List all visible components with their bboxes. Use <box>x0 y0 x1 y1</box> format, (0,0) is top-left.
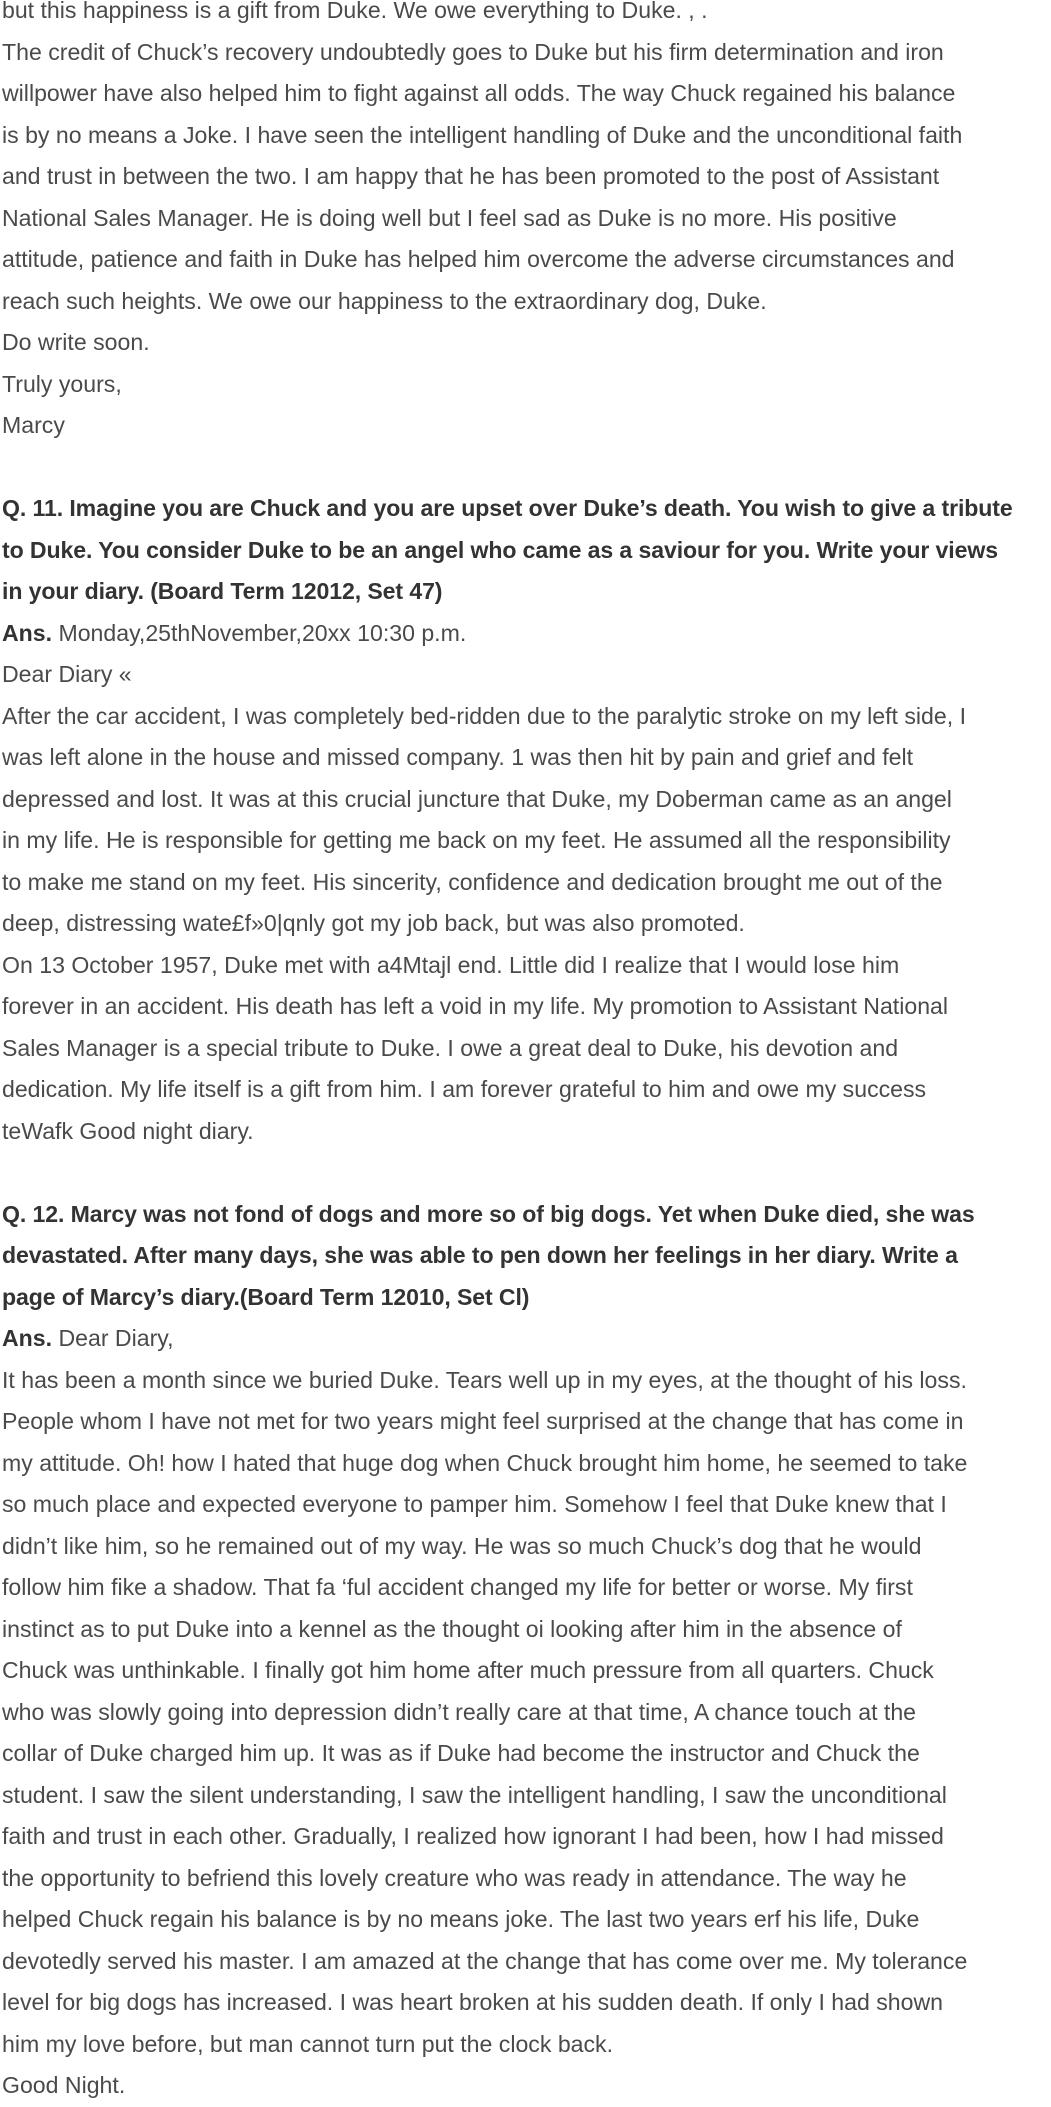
answer-line: didn’t like him, so he remained out of my way. He was so much Chuck’s dog that he would <box>2 1532 922 1559</box>
answer-line: People whom I have not met for two years might feel surprised at the change that has come in <box>2 1408 964 1434</box>
answer-12 <box>2 1318 1048 2107</box>
paragraph-gap <box>2 1152 1048 1194</box>
answer-line: instinct as to put Duke into a kennel as the thought oi looking after him in the absence of <box>2 1615 902 1642</box>
answer-line: the opportunity to befriend this lovely creature who was ready in attendance. The way he <box>2 1864 907 1891</box>
letter-line: attitude, patience and faith in Duke has helped him overcome the adverse circumstances and <box>2 246 955 272</box>
document-body <box>2 0 1048 2107</box>
answer-heading <box>2 613 1048 655</box>
answer-line: was left alone in the house and missed company. 1 was then hit by pain and grief and felt <box>2 744 914 770</box>
question-line: Q. 12. Marcy was not fond of dogs and more so of big dogs. Yet when Duke died, she was <box>2 1200 975 1227</box>
paragraph-gap <box>2 447 1048 489</box>
letter-line: National Sales Manager. He is doing well but I feel sad as Duke is no more. His positive <box>2 204 897 231</box>
letter-line: reach such heights. We owe our happiness to the extraordinary dog, Duke. <box>2 287 767 314</box>
letter-line: but this happiness is a gift from Duke. We owe everything to Duke. , . <box>2 0 708 23</box>
answer-line: so much place and expected everyone to pamper him. Somehow I feel that Duke knew that I <box>2 1491 947 1517</box>
question-11 <box>2 488 1048 613</box>
answer-line: On 13 October 1957, Duke met with a4Mtajl end. Little did I realize that I would lose him <box>2 951 900 978</box>
answer-line: to make me stand on my feet. His sincerity, confidence and dedication brought me out of the <box>2 868 943 895</box>
answer-line: teWafk Good night diary. <box>2 1117 254 1144</box>
answer-line: depressed and lost. It was at this crucial juncture that Duke, my Doberman came as an angel <box>2 785 952 812</box>
answer-line: deep, distressing wate£f»0|qnly got my job back, but was also promoted. <box>2 910 745 936</box>
question-line: to Duke. You consider Duke to be an angel who came as a saviour for you. Write your views <box>2 536 998 563</box>
question-line: page of Marcy’s diary.(Board Term 12010, Set Cl) <box>2 1283 530 1310</box>
letter-line: The credit of Chuck’s recovery undoubtedly goes to Duke but his firm determination and iron <box>2 38 944 65</box>
answer-line: who was slowly going into depression didn’t really care at that time, A chance touch at the <box>2 1698 917 1725</box>
answer-line: level for big dogs has increased. I was heart broken at his sudden death. If only I had shown <box>2 1989 944 2015</box>
answer-label: Ans. <box>2 619 53 646</box>
answer-date: Monday,25thNovember,20xx 10:30 p.m. <box>52 619 467 646</box>
answer-line: him my love before, but man cannot turn put the clock back. <box>2 2030 614 2057</box>
answer-line: dedication. My life itself is a gift from him. I am forever grateful to him and owe my success <box>2 1076 927 1102</box>
answer-salutation: Dear Diary, <box>52 1325 174 1351</box>
answer-line: student. I saw the silent understanding, I saw the intelligent handling, I saw the unconditional <box>2 1781 947 1808</box>
answer-line: Chuck was unthinkable. I finally got him home after much pressure from all quarters. Chuck <box>2 1657 934 1683</box>
answer-label: Ans. <box>2 1325 53 1351</box>
letter-section <box>2 0 1048 447</box>
question-line: in your diary. (Board Term 12012, Set 47) <box>2 578 443 604</box>
answer-line: It has been a month since we buried Duke. Tears well up in my eyes, at the thought of his loss. <box>2 1366 967 1393</box>
answer-closing: Good Night. <box>2 2072 126 2098</box>
question-12 <box>2 1194 1048 1319</box>
answer-line: Sales Manager is a special tribute to Duke. I owe a great deal to Duke, his devotion and <box>2 1034 899 1061</box>
letter-signoff: Truly yours, <box>2 370 122 397</box>
answer-line: forever in an accident. His death has left a void in my life. My promotion to Assistant National <box>2 993 949 1019</box>
letter-signature: Marcy <box>2 412 65 438</box>
letter-line: willpower have also helped him to fight against all odds. The way Chuck regained his balance <box>2 80 956 106</box>
answer-line: collar of Duke charged him up. It was as if Duke had become the instructor and Chuck the <box>2 1740 920 1766</box>
answer-line: Dear Diary « <box>2 661 132 687</box>
answer-line: my attitude. Oh! how I hated that huge dog when Chuck brought him home, he seemed to take <box>2 1449 968 1476</box>
answer-heading <box>2 1318 1048 1360</box>
question-line: Q. 11. Imagine you are Chuck and you are upset over Duke’s death. You wish to give a tribute <box>2 495 1013 521</box>
answer-line: follow him fike a shadow. That fa ‘ful accident changed my life for better or worse. My first <box>2 1574 913 1600</box>
answer-line: faith and trust in each other. Gradually, I realized how ignorant I had been, how I had missed <box>2 1823 944 1849</box>
answer-line: After the car accident, I was completely bed-ridden due to the paralytic stroke on my left side, I <box>2 702 966 729</box>
letter-line: and trust in between the two. I am happy that he has been promoted to the post of Assistant <box>2 163 940 189</box>
answer-line: in my life. He is responsible for getting me back on my feet. He assumed all the responsibility <box>2 827 951 853</box>
answer-line: devotedly served his master. I am amazed at the change that has come over me. My tolerance <box>2 1947 968 1974</box>
letter-closing: Do write soon. <box>2 329 150 355</box>
question-line: devastated. After many days, she was able to pen down her feelings in her diary. Write a <box>2 1242 958 1268</box>
answer-line: helped Chuck regain his balance is by no means joke. The last two years erf his life, Duke <box>2 1906 920 1932</box>
answer-11 <box>2 613 1048 1153</box>
letter-line: is by no means a Joke. I have seen the intelligent handling of Duke and the unconditional faith <box>2 121 963 148</box>
